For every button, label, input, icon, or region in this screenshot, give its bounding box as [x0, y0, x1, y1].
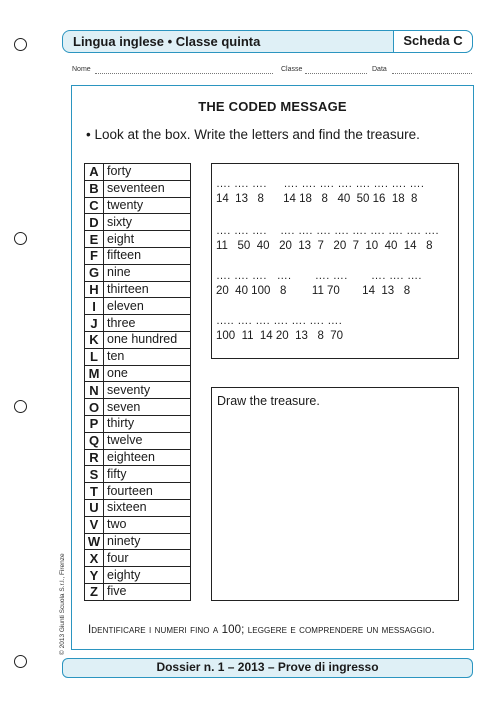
- code-number-word: eleven: [104, 298, 191, 315]
- drawing-instruction: Draw the treasure.: [217, 394, 320, 408]
- code-table-row: [85, 567, 191, 584]
- code-table-row: [85, 533, 191, 550]
- code-letter: K: [85, 331, 104, 348]
- code-table-row: [85, 331, 191, 348]
- code-table-row: [85, 264, 191, 281]
- code-number-word: seventeen: [104, 180, 191, 197]
- code-table-row: [85, 516, 191, 533]
- coded-message-box: [211, 163, 459, 359]
- code-table: [84, 163, 191, 601]
- code-table-row: [85, 315, 191, 332]
- code-letter: H: [85, 281, 104, 298]
- class-field[interactable]: [305, 73, 367, 74]
- date-label: Data: [372, 66, 387, 73]
- answer-blanks-line-1[interactable]: …. …. …. …. …. …. …. …. …. …. ….: [216, 178, 425, 190]
- code-table-row: [85, 365, 191, 382]
- footer-bar: Dossier n. 1 – 2013 – Prove di ingresso: [62, 658, 473, 678]
- code-number-word: eighty: [104, 567, 191, 584]
- code-number-word: ninety: [104, 533, 191, 550]
- binder-hole-upper: [14, 232, 27, 245]
- binder-hole-lower: [14, 400, 27, 413]
- code-letter: D: [85, 214, 104, 231]
- code-table-row: [85, 164, 191, 181]
- code-letter: U: [85, 499, 104, 516]
- code-number-word: one: [104, 365, 191, 382]
- code-number-word: thirteen: [104, 281, 191, 298]
- class-label: Classe: [281, 66, 303, 73]
- code-table-row: [85, 415, 191, 432]
- code-letter: L: [85, 348, 104, 365]
- code-table-row: [85, 449, 191, 466]
- code-table-row: [85, 180, 191, 197]
- code-table-row: [85, 432, 191, 449]
- code-letter: C: [85, 197, 104, 214]
- code-number-word: eighteen: [104, 449, 191, 466]
- code-table-row: [85, 483, 191, 500]
- code-letter: E: [85, 231, 104, 248]
- header-bar: [62, 30, 473, 53]
- code-table-row: [85, 214, 191, 231]
- code-letter: F: [85, 247, 104, 264]
- code-letter: R: [85, 449, 104, 466]
- code-number-word: one hundred: [104, 331, 191, 348]
- code-number-word: five: [104, 583, 191, 600]
- code-table-row: [85, 466, 191, 483]
- code-letter: G: [85, 264, 104, 281]
- code-table-row: [85, 550, 191, 567]
- code-letter: Z: [85, 583, 104, 600]
- code-table-row: [85, 348, 191, 365]
- code-table-row: [85, 583, 191, 600]
- code-table-row: [85, 399, 191, 416]
- code-number-word: fifteen: [104, 247, 191, 264]
- binder-hole-bottom: [14, 655, 27, 668]
- instruction-text: • Look at the box. Write the letters and find the treasure.: [86, 127, 420, 142]
- copyright-notice: © 2013 Giunti Scuola S.r.l., Firenze: [59, 553, 66, 655]
- sheet-label: Scheda C: [393, 30, 473, 53]
- code-letter: M: [85, 365, 104, 382]
- code-table-row: [85, 231, 191, 248]
- code-letter: B: [85, 180, 104, 197]
- code-number-word: forty: [104, 164, 191, 181]
- code-letter: W: [85, 533, 104, 550]
- code-numbers-line-1: 14 13 8 14 18 8 40 50 16 18 8: [216, 193, 418, 205]
- worksheet-title: THE CODED MESSAGE: [198, 99, 347, 114]
- answer-blanks-line-2[interactable]: …. …. …. …. …. …. …. …. …. …. …. ….: [216, 225, 439, 237]
- code-number-word: seventy: [104, 382, 191, 399]
- code-table-row: [85, 382, 191, 399]
- code-table-row: [85, 197, 191, 214]
- code-number-word: fourteen: [104, 483, 191, 500]
- code-letter: Y: [85, 567, 104, 584]
- code-number-word: four: [104, 550, 191, 567]
- name-field[interactable]: [95, 73, 273, 74]
- code-letter: O: [85, 399, 104, 416]
- name-label: Nome: [72, 66, 91, 73]
- code-letter: A: [85, 164, 104, 181]
- code-table-row: [85, 281, 191, 298]
- answer-blanks-line-4[interactable]: ….. …. …. …. …. …. ….: [216, 315, 343, 327]
- code-letter: J: [85, 315, 104, 332]
- code-number-word: nine: [104, 264, 191, 281]
- code-letter: N: [85, 382, 104, 399]
- drawing-area[interactable]: [211, 387, 459, 601]
- code-numbers-line-4: 100 11 14 20 13 8 70: [216, 330, 344, 342]
- code-letter: V: [85, 516, 104, 533]
- code-number-word: three: [104, 315, 191, 332]
- worksheet-frame: [71, 85, 474, 650]
- header-subject: Lingua inglese • Classe quinta: [73, 34, 261, 49]
- code-number-word: sixteen: [104, 499, 191, 516]
- code-number-word: two: [104, 516, 191, 533]
- answer-blanks-line-3[interactable]: …. …. …. …. …. …. …. …. ….: [216, 270, 422, 282]
- code-letter: P: [85, 415, 104, 432]
- code-letter: X: [85, 550, 104, 567]
- learning-objective: Identificare i numeri fino a 100; leggere e comprendere un messaggio.: [88, 624, 435, 636]
- code-number-word: ten: [104, 348, 191, 365]
- code-letter: S: [85, 466, 104, 483]
- code-number-word: thirty: [104, 415, 191, 432]
- code-number-word: eight: [104, 231, 191, 248]
- code-number-word: twelve: [104, 432, 191, 449]
- code-numbers-line-3: 20 40 100 8 11 70 14 13 8: [216, 285, 411, 297]
- code-letter: Q: [85, 432, 104, 449]
- code-table-row: [85, 298, 191, 315]
- code-numbers-line-2: 11 50 40 20 13 7 20 7 10 40 14 8: [216, 240, 433, 252]
- code-number-word: fifty: [104, 466, 191, 483]
- code-letter: T: [85, 483, 104, 500]
- binder-hole-top: [14, 38, 27, 51]
- date-field[interactable]: [392, 73, 472, 74]
- code-table-row: [85, 247, 191, 264]
- code-number-word: twenty: [104, 197, 191, 214]
- code-number-word: sixty: [104, 214, 191, 231]
- code-number-word: seven: [104, 399, 191, 416]
- code-table-row: [85, 499, 191, 516]
- code-letter: I: [85, 298, 104, 315]
